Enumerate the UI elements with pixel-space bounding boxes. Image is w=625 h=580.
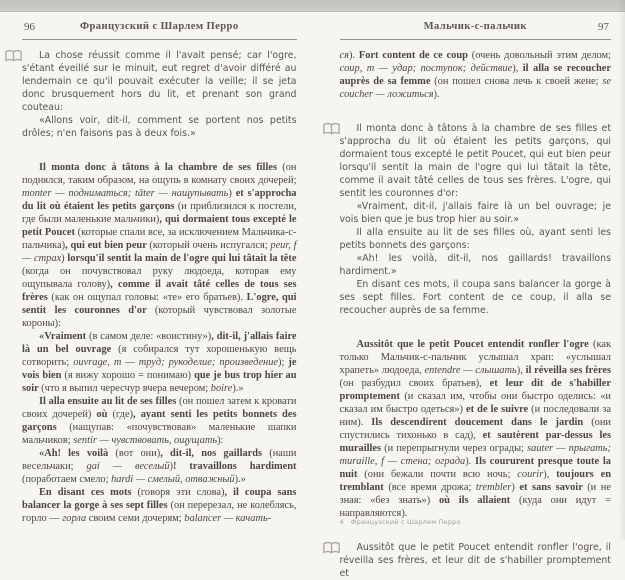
french-gloss-text: où xyxy=(96,409,112,420)
french-gloss-text: et sautèrent par-dessus les murailles xyxy=(340,430,612,454)
body-text: (он разбудил своих братьев), xyxy=(340,378,490,389)
french-gloss-text: et leur dit de s'habiller promptement xyxy=(340,378,612,402)
body-text: (как только Мальчик-с-пальчик услышал храп: «услышал храпеть» людоеда, xyxy=(340,339,612,376)
french-gloss-text: et de le suivre xyxy=(466,404,531,415)
vocab-italic-text: trembler xyxy=(476,482,511,493)
print-signature xyxy=(340,518,461,526)
body-text: La chose réussit comme il l'avait pensé; car l'ogre, s'étant éveillé sur le minuit, eut regret d'avoir différé au lendemain ce qu'il pouvait exécuter la veille; il se jeta donc brusquement hors du lit, et prenant son grand couteau: xyxy=(22,50,297,113)
body-text: «Vraiment, dit-il, j'allais faire là un bel ouvrage; je vois bien que je bus trop hier au soir.» xyxy=(340,201,612,225)
vocab-italic-text: горла xyxy=(62,513,89,524)
body-text: ) xyxy=(228,188,235,199)
body-text: (и не зная: «без знать») xyxy=(340,482,611,506)
paragraph xyxy=(22,486,297,525)
page-content-right xyxy=(340,49,612,580)
body-text: «Ah! les voilà, dit-il, nos gaillards! travaillons hardiment.» xyxy=(340,253,612,277)
vocab-italic-text: coup, m — удар; поступок; действие xyxy=(340,63,513,74)
body-text: (он перерезал, не колеблясь, горло — xyxy=(22,500,297,524)
body-text: «Allons voir, dit-il, comment se portent nos petits drôles; n'en faisons pas à deux fois.» xyxy=(22,115,297,139)
vocab-italic-text: entendre — слышать xyxy=(425,365,517,376)
body-text: (я вижу хорошо = понимаю) xyxy=(64,370,194,381)
body-text: En disant ces mots, il coupa sans balancer la gorge à ses sept filles. Fort content de ce coup, il alla se recoucher auprès de sa femme. xyxy=(340,279,612,316)
body-text: ), xyxy=(512,63,523,74)
french-gloss-text: «Vraiment xyxy=(39,331,89,342)
vocab-italic-text: sauter — прыгать; muraille, f — стена; ограда xyxy=(340,443,612,467)
paragraph xyxy=(22,114,297,140)
body-text: (который очень испугался; xyxy=(149,240,270,251)
vocab-italic-text: monter — подниматься; tâter — нащупывать xyxy=(22,188,228,199)
page-number: 97 xyxy=(598,21,609,33)
french-gloss-text: Ils coururent presque toute la nuit xyxy=(340,456,612,480)
running-title: Французский с Шарлем Перро xyxy=(22,21,297,32)
open-book-icon xyxy=(322,541,341,555)
page-header-right xyxy=(340,21,612,40)
signature-title: Французский с Шарлем Перро xyxy=(351,518,461,526)
body-text: ). xyxy=(434,89,440,100)
body-text: Il alla ensuite au lit de ses filles où, ayant senti les petits bonnets des garçons: xyxy=(340,227,612,251)
body-text: ).» xyxy=(232,383,243,394)
body-text: Aussitôt que le petit Poucet entendit ronfler l'ogre, il réveilla ses frères, et leur dit de s'habiller promptement et xyxy=(340,542,612,579)
paragraph xyxy=(340,252,612,278)
body-text: (когда он почувствовал руку людоеда, которая ему ощупывала голову) xyxy=(22,266,297,290)
body-text: ) xyxy=(170,461,173,472)
french-gloss-text: ! travaillons hardiment xyxy=(173,461,297,472)
vocab-italic-text: courir xyxy=(517,469,543,480)
body-text: (все время дрожа; xyxy=(388,482,476,493)
french-gloss-text: et sans savoir xyxy=(519,482,587,493)
body-text: (поработаем смело; xyxy=(22,474,111,485)
body-text: (и приблизился к постели, где были маленькие мальчики) xyxy=(22,201,296,225)
french-gloss-text: , il coupa sans balancer la gorge à ses sept filles xyxy=(22,487,296,511)
body-text: (я собирался тут хорошенькую вещь сотворить; xyxy=(22,344,297,368)
page-left xyxy=(0,12,313,541)
vocab-italic-text: hardi — смелый, отважный xyxy=(111,474,235,485)
scan-edge-band xyxy=(0,0,625,12)
french-gloss-text: il alla se recoucher auprès de sa femme xyxy=(340,63,612,87)
body-text: (как он ощупал головы: «те» его братьев). xyxy=(51,292,246,303)
body-text: (наши весельчаки; xyxy=(22,448,296,472)
french-gloss-text: toujours en tremblant xyxy=(340,469,612,493)
french-gloss-text: , qui dormaient tous excepté le petit Poucet xyxy=(22,214,297,238)
body-text: (они спустились тихонько в сад), xyxy=(340,417,612,441)
body-text: (которые спали все, за исключением Мальчика-с-пальчика) xyxy=(22,227,297,251)
vocab-italic-text: boire xyxy=(211,383,233,394)
vocab-italic-text: ouvrage, m — труд; рукоделие; произведение xyxy=(73,357,278,368)
body-text: (который чувствовал золотые короны): xyxy=(22,305,297,329)
body-text: (и сказал им, чтобы они быстро оделись: «и сказал им быстро одеться») xyxy=(340,391,611,415)
body-text: ) xyxy=(61,253,67,264)
paragraph xyxy=(340,200,612,226)
open-book-icon xyxy=(322,122,341,136)
paragraph xyxy=(340,338,612,520)
paragraph-with-marker xyxy=(340,122,612,200)
french-gloss-text: Fort content de ce coup xyxy=(359,50,472,61)
french-gloss-text: je vois bien xyxy=(22,357,297,381)
body-text: (он пошел затем к кровати своих дочерей) xyxy=(22,396,297,420)
french-gloss-text: Il alla ensuite au lit de ses filles xyxy=(39,396,179,407)
page-right xyxy=(313,12,625,541)
body-text: ), xyxy=(543,469,556,480)
french-gloss-text: et s'approcha du lit où étaient les petits garçons xyxy=(22,188,297,212)
paragraph xyxy=(22,161,297,330)
body-text: (говоря эти слова) xyxy=(137,487,224,498)
french-gloss-text: , qui eut bien peur xyxy=(65,240,149,251)
body-text: ).» xyxy=(235,474,246,485)
paragraph xyxy=(22,395,297,447)
signature-number: 4 xyxy=(340,518,344,526)
body-text: (в самом деле: «воистину») xyxy=(89,331,211,342)
french-gloss-text: , comme il avait tâté celles de tous ses frères xyxy=(22,279,297,303)
vocab-italic-text: sentir — чувствовать, ощущать xyxy=(73,435,217,446)
paragraph xyxy=(22,447,297,486)
body-text: (нащупав: «почувствовав» маленькие шапки мальчиков; xyxy=(22,422,297,446)
body-text: (и перепрыгнули через ограды; xyxy=(384,443,527,454)
vocab-italic-text: ся xyxy=(340,50,349,61)
french-gloss-text: que je bus trop hier au soir xyxy=(22,370,296,394)
body-text: (он пошел снова лечь к своей жене; xyxy=(434,76,602,87)
vocab-italic-text: peur, f — страх xyxy=(22,240,297,264)
french-gloss-text: Aussitôt que le petit Poucet entendit ronfler l'ogre xyxy=(357,339,593,350)
body-text: (вот они) xyxy=(115,448,160,459)
body-text: Il monta donc à tâtons à la chambre de ses filles et s'approcha du lit où étaient les petits garçons, qui dormaient tous excepté le petit Poucet, qui eut bien peur lorsqu'il sentit la main de l'ogre qui lui tâtait la tête, comme il avait tâté celles de tous ses frères. L'ogre, qui sentit les couronnes d'or: xyxy=(340,123,612,199)
body-text: (они бежали почти всю ночь; xyxy=(364,469,517,480)
french-gloss-text: Il monta donc à tâtons à la chambre de ses filles xyxy=(39,162,282,173)
page-header-left xyxy=(22,21,297,40)
body-text: (где) xyxy=(112,409,133,420)
french-gloss-text: lorsqu'il sentit la main de l'ogre qui lui tâtait la tête xyxy=(67,253,296,264)
french-gloss-text: En disant ces mots xyxy=(39,487,137,498)
vocab-italic-text: balancer — качать- xyxy=(184,513,271,524)
paragraph xyxy=(340,49,612,101)
body-text: ), xyxy=(517,365,526,376)
book xyxy=(0,12,625,541)
body-text: (и последовали за ним). xyxy=(340,404,612,428)
paragraph-with-marker xyxy=(22,49,297,114)
body-text: ) xyxy=(511,482,519,493)
body-text: (очень довольный этим делом; xyxy=(472,50,611,61)
paragraph xyxy=(340,278,612,317)
paragraph xyxy=(22,330,297,395)
page-content-left xyxy=(22,49,297,525)
french-gloss-text: , dit-il, j'allais faire là un bel ouvrage xyxy=(22,331,297,355)
body-text: ): xyxy=(217,435,223,446)
body-text: своим семи дочерям; xyxy=(89,513,185,524)
french-gloss-text: il réveilla ses frères xyxy=(526,365,611,376)
french-gloss-text: «Ah! les voilà xyxy=(39,448,115,459)
running-title: Мальчик-с-пальчик xyxy=(340,21,612,32)
body-text: ); xyxy=(278,357,288,368)
body-text: ). xyxy=(465,456,475,467)
body-text: ). xyxy=(349,50,359,61)
paragraph xyxy=(340,226,612,252)
french-gloss-text: L'ogre, qui sentit les couronnes d'or xyxy=(22,292,296,316)
body-text: (куда они идут = направляются). xyxy=(340,495,612,519)
french-gloss-text: , dit-il, nos gaillards xyxy=(160,448,269,459)
french-gloss-text: , ayant senti les petits bonnets des garçons xyxy=(22,409,297,433)
paragraph-with-marker xyxy=(340,541,612,580)
vocab-italic-text: gai — веселый xyxy=(87,461,170,472)
page-number: 96 xyxy=(24,21,35,33)
open-book-icon xyxy=(4,49,23,63)
body-text: (он поднялся, таким образом, на ощупь в комнату своих дочерей; xyxy=(22,162,297,186)
vocab-italic-text: se coucher — ложиться xyxy=(340,76,611,100)
french-gloss-text: où ils allaient xyxy=(439,495,519,506)
french-gloss-text: Ils descendirent doucement dans le jardin xyxy=(371,417,591,428)
body-text: (что я выпил чересчур вчера вечером; xyxy=(41,383,211,394)
